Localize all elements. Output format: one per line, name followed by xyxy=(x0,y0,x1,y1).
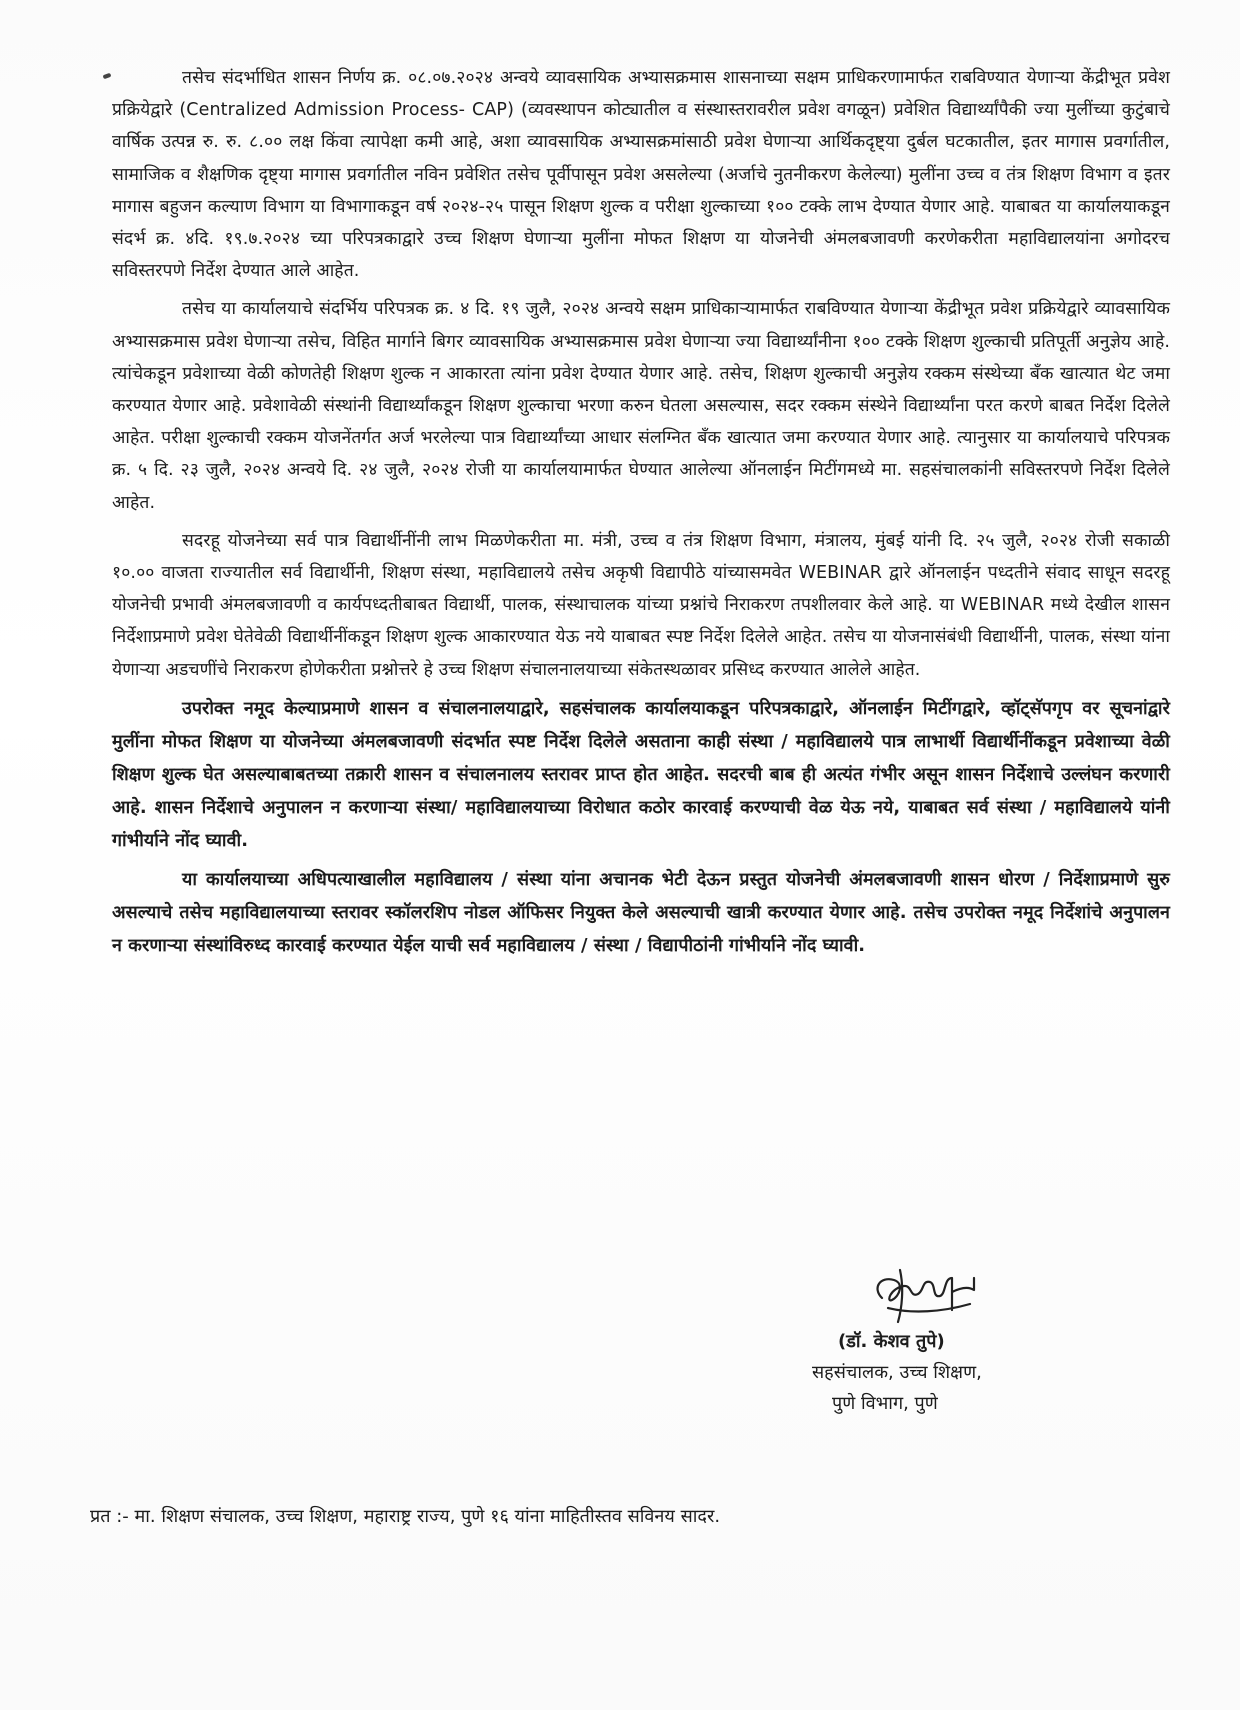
pen-mark xyxy=(103,73,112,79)
letter-body xyxy=(112,62,1170,968)
paragraph-cap-admission: तसेच संदर्भाधित शासन निर्णय क्र. ०८.०७.२०२४ अन्वये व्यावसायिक अभ्यासक्रमास शासनाच्या सक्षम प्राधिकरणामार्फत राबविण्यात येणाऱ्या केंद्रीभूत प्रवेश प्रक्रियेद्वारे (Centralized Admission Process- CAP) (व्यवस्थापन कोट्यातील व संस्थास्तरावरील प्रवेश वगळून) प्रवेशित विद्यार्थ्यांपैकी ज्या मुलींच्या कुटुंबाचे वार्षिक उत्पन्न रु. रु. ८.०० लक्ष किंवा त्यापेक्षा कमी आहे, अशा व्यावसायिक अभ्यासक्रमांसाठी प्रवेश घेणाऱ्या आर्थिकदृष्ट्या दुर्बल घटकातील, इतर मागास प्रवर्गातील, सामाजिक व शैक्षणिक दृष्ट्या मागास प्रवर्गातील नविन प्रवेशित तसेच पूर्वीपासून प्रवेश असलेल्या (अर्जाचे नुतनीकरण केलेल्या) मुलींना उच्च व तंत्र शिक्षण विभाग व इतर मागास बहुजन कल्याण विभाग या विभागाकडून वर्ष २०२४-२५ पासून शिक्षण शुल्क व परीक्षा शुल्काच्या १०० टक्के लाभ देण्यात येणार आहे. याबाबत या कार्यालयाकडून संदर्भ क्र. ४दि. १९.७.२०२४ च्या परिपत्रकाद्वारे उच्च शिक्षण घेणाऱ्या मुलींना मोफत शिक्षण या योजनेची अंमलबजावणी करणेकरीता महाविद्यालयांना अगोदरच सविस्तरपणे निर्देश देण्यात आले आहेत. xyxy=(112,68,1171,282)
signatory-designation: सहसंचालक, उच्च शिक्षण, xyxy=(812,1362,982,1383)
paragraph-complaints-warning: उपरोक्त नमूद केल्याप्रमाणे शासन व संचालनालयाद्वारे, सहसंचालक कार्यालयाकडून परिपत्रकाद्वारे, ऑनलाईन मिटींगद्वारे, व्हॉट्सॅपगृप वर सूचनांद्वारे मुलींना मोफत शिक्षण या योजनेच्या अंमलबजावणी संदर्भात स्पष्ट निर्देश दिलेले असताना काही संस्था / महाविद्यालये पात्र लाभार्थी विद्यार्थीनींकडून प्रवेशाच्या वेळी शिक्षण शुल्क घेत असल्याबाबतच्या तक्रारी शासन व संचालनालय स्तरावर प्राप्त होत आहेत. सदरची बाब ही अत्यंत गंभीर असून शासन निर्देशाचे उल्लंघन करणारी आहे. शासन निर्देशाचे अनुपालन न करणाऱ्या संस्था/ महाविद्यालयाच्या विरोधात कठोर कारवाई करण्याची वेळ येऊ नये, याबाबत सर्व संस्था / महाविद्यालये यांनी गांभीर्याने नोंद घ्यावी. xyxy=(112,697,1170,851)
paragraph-webinar: सदरहू योजनेच्या सर्व पात्र विद्यार्थीनींनी लाभ मिळणेकरीता मा. मंत्री, उच्च व तंत्र शिक्षण विभाग, मंत्रालय, मुंबई यांनी दि. २५ जुलै, २०२४ रोजी सकाळी १०.०० वाजता राज्यातील सर्व विद्यार्थीनी, शिक्षण संस्था, महाविद्यालये तसेच अकृषी विद्यापीठे यांच्यासमवेत WEBINAR द्वारे ऑनलाईन पध्दतीने संवाद साधून सदरहू योजनेची प्रभावी अंमलबजावणी व कार्यपध्दतीबाबत विद्यार्थी, पालक, संस्थाचालक यांच्या प्रश्नांचे निराकरण तपशीलवार केले आहे. या WEBINAR मध्ये देखील शासन निर्देशाप्रमाणे प्रवेश घेतेवेळी विद्यार्थीनींकडून शिक्षण शुल्क आकारण्यात येऊ नये याबाबत स्पष्ट निर्देश दिलेले आहेत. तसेच या योजनासंबंधी विद्यार्थीनी, पालक, संस्था यांना येणाऱ्या अडचणींचे निराकरण होणेकरीता प्रश्नोत्तरे हे उच्च शिक्षण संचालनालयाच्या संकेतस्थळावर प्रसिध्द करण्यात आलेले आहेत. xyxy=(112,530,1170,680)
signatory-name: (डॉ. केशव तुपे) xyxy=(838,1331,945,1352)
signature-image xyxy=(852,1258,1002,1328)
copy-to-line: प्रत :- मा. शिक्षण संचालक, उच्च शिक्षण, महाराष्ट्र राज्य, पुणे १६ यांना माहितीस्तव सविनय सादर. xyxy=(90,1506,721,1527)
paragraph-circular-4: तसेच या कार्यालयाचे संदर्भिय परिपत्रक क्र. ४ दि. १९ जुलै, २०२४ अन्वये सक्षम प्राधिकाऱ्यामार्फत राबविण्यात येणाऱ्या केंद्रीभूत प्रवेश प्रक्रियेद्वारे व्यावसायिक अभ्यासक्रमास प्रवेश घेणाऱ्या तसेच, विहित मार्गाने बिगर व्यावसायिक अभ्यासक्रमास प्रवेश घेणाऱ्या ज्या विद्यार्थ्यांनीना १०० टक्के शिक्षण शुल्काची प्रतिपूर्ती अनुज्ञेय आहे. त्यांचेकडून प्रवेशाच्या वेळी कोणतेही शिक्षण शुल्क न आकारता त्यांना प्रवेश देण्यात येणार आहे. तसेच, शिक्षण शुल्काची अनुज्ञेय रक्कम संस्थेच्या बँक खात्यात थेट जमा करण्यात येणार आहे. प्रवेशावेळी संस्थांनी विद्यार्थ्यांकडून शिक्षण शुल्काचा भरणा करुन घेतला असल्यास, सदर रक्कम संस्थेने विद्यार्थ्यांना परत करणे बाबत निर्देश दिलेले आहेत. परीक्षा शुल्काची रक्कम योजनेंतर्गत अर्ज भरलेल्या पात्र विद्यार्थ्यांच्या आधार संलग्नित बँक खात्यात जमा करण्यात येणार आहे. त्यानुसार या कार्यालयाचे परिपत्रक क्र. ५ दि. २३ जुलै, २०२४ अन्वये दि. २४ जुलै, २०२४ रोजी या कार्यालयामार्फत घेण्यात आलेल्या ऑनलाईन मिटींगमध्ये मा. सहसंचालकांनी सविस्तरपणे निर्देश दिलेले आहेत. xyxy=(112,299,1170,513)
signatory-office: पुणे विभाग, पुणे xyxy=(832,1393,938,1414)
paragraph-inspection-notice: या कार्यालयाच्या अधिपत्याखालील महाविद्यालय / संस्था यांना अचानक भेटी देऊन प्रस्तुत योजनेची अंमलबजावणी शासन धोरण / निर्देशाप्रमाणे सुरु असल्याचे तसेच महाविद्यालयाच्या स्तरावर स्कॉलरशिप नोडल ऑफिसर नियुक्त केले असल्याची खात्री करण्यात येणार आहे. तसेच उपरोक्त नमूद निर्देशांचे अनुपालन न करणाऱ्या संस्थांविरुध्द कारवाई करण्यात येईल याची सर्व महाविद्यालय / संस्था / विद्यापीठांनी गांभीर्याने नोंद घ्यावी. xyxy=(112,868,1170,956)
signature-block xyxy=(800,1326,1060,1419)
